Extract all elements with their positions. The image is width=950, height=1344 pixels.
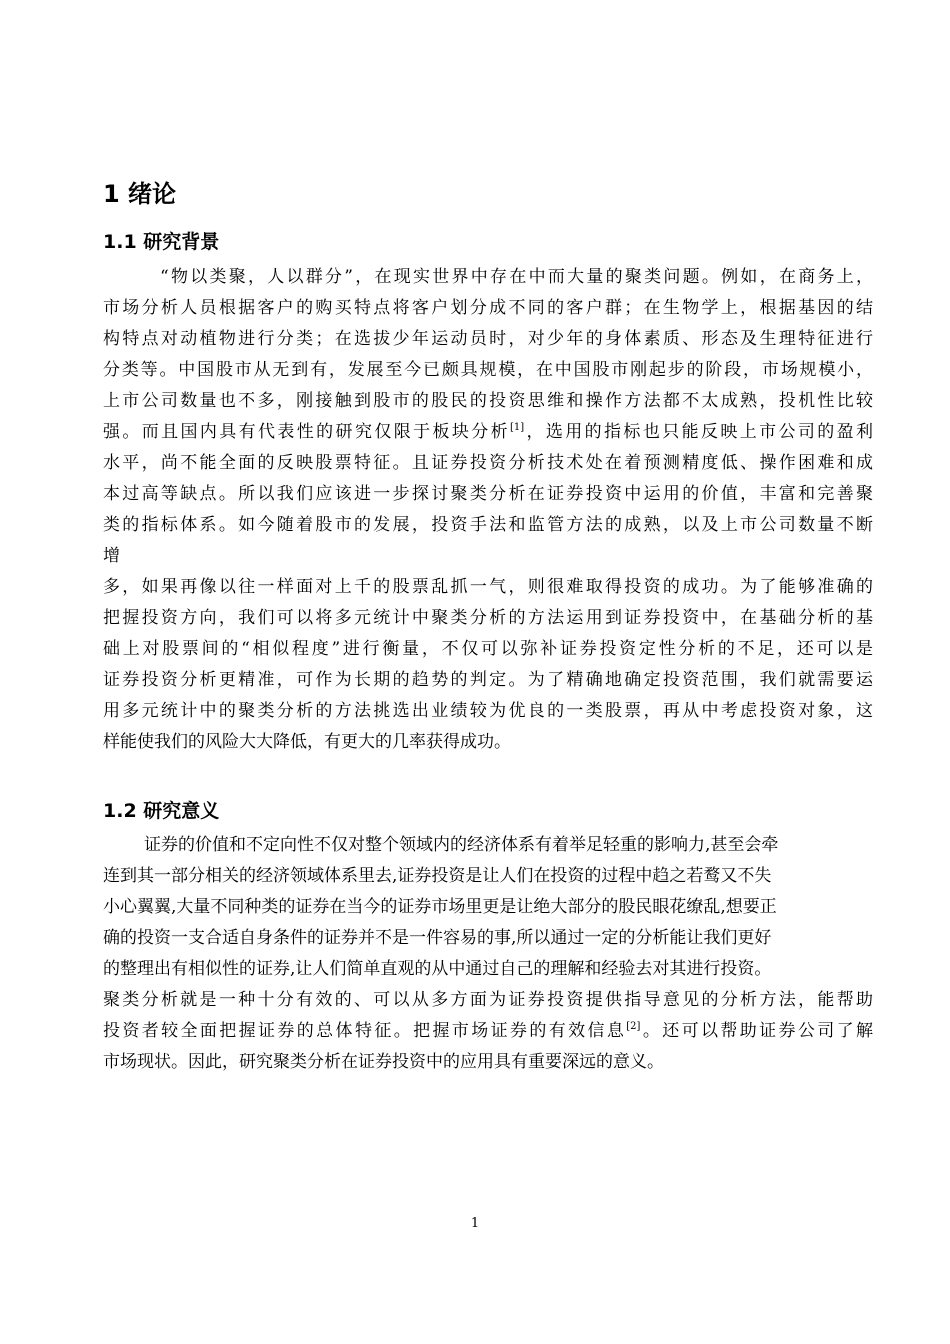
text-segment: 强。而且国内具有代表性的研究仅限于板块分析 bbox=[103, 422, 510, 442]
text-line: 用多元统计中的聚类分析的方法挑选出业绩较为优良的一类股票，再从中考虑投资对象，这 bbox=[103, 701, 873, 721]
text-line: 础上对股票间的“相似程度”进行衡量，不仅可以弥补证券投资定性分析的不足，还可以是 bbox=[103, 639, 873, 659]
text-line: 确的投资一支合适自身条件的证券并不是一件容易的事,所以通过一定的分析能让我们更好 bbox=[103, 928, 772, 948]
citation-mark: [1] bbox=[509, 422, 525, 433]
text-line: 市场分析人员根据客户的购买特点将客户划分成不同的客户群；在生物学上，根据基因的结 bbox=[103, 298, 873, 318]
text-segment: ，选用的指标也只能反映上市公司的盈利 bbox=[524, 422, 873, 442]
text-line: 市场现状。因此，研究聚类分析在证券投资中的应用具有重要深远的意义。 bbox=[103, 1052, 664, 1072]
text-line: 增 bbox=[103, 546, 120, 566]
text-line: 连到其一部分相关的经济领域体系里去,证券投资是让人们在投资的过程中趋之若鹜又不失 bbox=[103, 866, 772, 886]
citation-mark: [2] bbox=[626, 1021, 641, 1032]
section-title-background: 1.1 研究背景 bbox=[103, 231, 220, 253]
text-line-with-citation bbox=[103, 417, 873, 448]
text-segment: 投资者较全面把握证券的总体特征。把握市场证券的有效信息 bbox=[103, 1021, 627, 1041]
text-segment: 。还可以帮助证券公司了解 bbox=[640, 1021, 873, 1041]
paragraph-significance bbox=[103, 830, 873, 1078]
text-line: 分类等。中国股市从无到有，发展至今已颇具规模，在中国股市刚起步的阶段，市场规模小， bbox=[103, 360, 873, 380]
text-line: 样能使我们的风险大大降低，有更大的几率获得成功。 bbox=[103, 732, 511, 752]
text-line: 证券投资分析更精准，可作为长期的趋势的判定。为了精确地确定投资范围，我们就需要运 bbox=[103, 670, 873, 690]
text-line: 上市公司数量也不多，刚接触到股市的股民的投资思维和操作方法都不太成熟，投机性比较 bbox=[103, 391, 873, 411]
text-line: 的整理出有相似性的证券,让人们简单直观的从中通过自己的理解和经验去对其进行投资。 bbox=[103, 959, 772, 979]
text-line: 水平，尚不能全面的反映股票特征。且证券投资分析技术处在着预测精度低、操作困难和成 bbox=[103, 453, 873, 473]
text-line: 多，如果再像以往一样面对上千的股票乱抓一气，则很难取得投资的成功。为了能够准确的 bbox=[103, 577, 873, 597]
text-line: 把握投资方向，我们可以将多元统计中聚类分析的方法运用到证券投资中，在基础分析的基 bbox=[103, 608, 873, 628]
text-line: “物以类聚，人以群分”，在现实世界中存在中而大量的聚类问题。例如，在商务上， bbox=[160, 267, 873, 287]
text-line: 小心翼翼,大量不同种类的证券在当今的证券市场里更是让绝大部分的股民眼花缭乱,想要正 bbox=[103, 897, 777, 917]
text-line-with-citation bbox=[103, 1016, 873, 1047]
paragraph-background bbox=[103, 262, 873, 758]
section-title-significance: 1.2 研究意义 bbox=[103, 800, 220, 822]
text-line: 聚类分析就是一种十分有效的、可以从多方面为证券投资提供指导意见的分析方法，能帮助 bbox=[103, 990, 873, 1010]
text-line: 构特点对动植物进行分类；在选拔少年运动员时，对少年的身体素质、形态及生理特征进行 bbox=[103, 329, 873, 349]
chapter-heading: 1 绪论 bbox=[103, 180, 177, 208]
text-line: 证券的价值和不定向性不仅对整个领域内的经济体系有着举足轻重的影响力,甚至会牵 bbox=[144, 835, 779, 855]
text-line: 本过高等缺点。所以我们应该进一步探讨聚类分析在证券投资中运用的价值，丰富和完善聚 bbox=[103, 484, 873, 504]
page-number: 1 bbox=[470, 1216, 480, 1231]
text-line: 类的指标体系。如今随着股市的发展，投资手法和监管方法的成熟，以及上市公司数量不断 bbox=[103, 515, 873, 535]
